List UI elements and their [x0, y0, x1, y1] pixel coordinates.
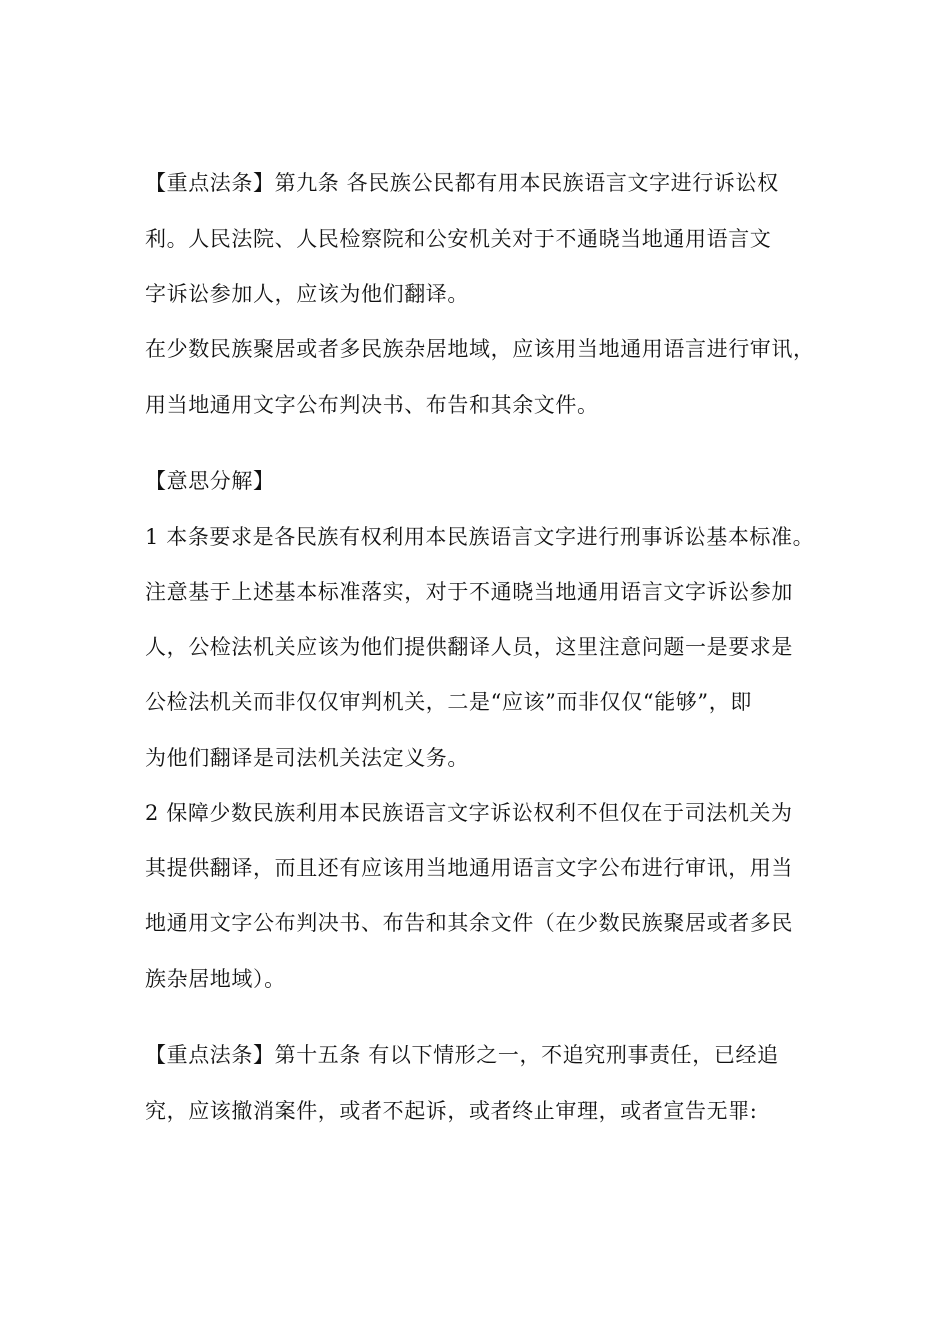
- analysis-point-1-line: 注意基于上述基本标准落实，对于不通晓当地通用语言文字诉讼参加: [145, 580, 793, 604]
- article-9-text-line: 字诉讼参加人，应该为他们翻译。: [145, 282, 469, 306]
- article-9-text-line: 在少数民族聚居或者多民族杂居地域，应该用当地通用语言进行审讯，: [145, 337, 815, 361]
- analysis-point-1-line: 1 本条要求是各民族有权利用本民族语言文字进行刑事诉讼基本标准。: [145, 525, 815, 549]
- analysis-point-2-line: 族杂居地域）。: [145, 967, 286, 991]
- analysis-point-2-line: 地通用文字公布判决书、布告和其余文件（在少数民族聚居或者多民: [145, 911, 793, 935]
- article-9-text-line: 利。人民法院、人民检察院和公安机关对于不通晓当地通用语言文: [145, 227, 772, 251]
- analysis-point-1-line: 为他们翻译是司法机关法定义务。: [145, 746, 469, 770]
- article-9-heading-line: 【重点法条】第九条 各民族公民都有用本民族语言文字进行诉讼权: [145, 171, 779, 195]
- analysis-point-2-line: 其提供翻译，而且还有应该用当地通用语言文字公布进行审讯，用当: [145, 856, 793, 880]
- meaning-analysis-heading: 【意思分解】: [145, 469, 275, 493]
- article-15-heading-line: 【重点法条】第十五条 有以下情形之一，不追究刑事责任，已经追: [145, 1043, 779, 1067]
- analysis-point-1-line: 人，公检法机关应该为他们提供翻译人员，这里注意问题一是要求是: [145, 635, 793, 659]
- article-15-text-line: 究，应该撤消案件，或者不起诉，或者终止审理，或者宣告无罪:: [145, 1099, 758, 1123]
- analysis-point-2-line: 2 保障少数民族利用本民族语言文字诉讼权利不但仅在于司法机关为: [145, 801, 793, 825]
- article-9-text-line: 用当地通用文字公布判决书、布告和其余文件。: [145, 393, 599, 417]
- analysis-point-1-line: 公检法机关而非仅仅审判机关，二是“应该”而非仅仅“能够”，即: [145, 690, 752, 714]
